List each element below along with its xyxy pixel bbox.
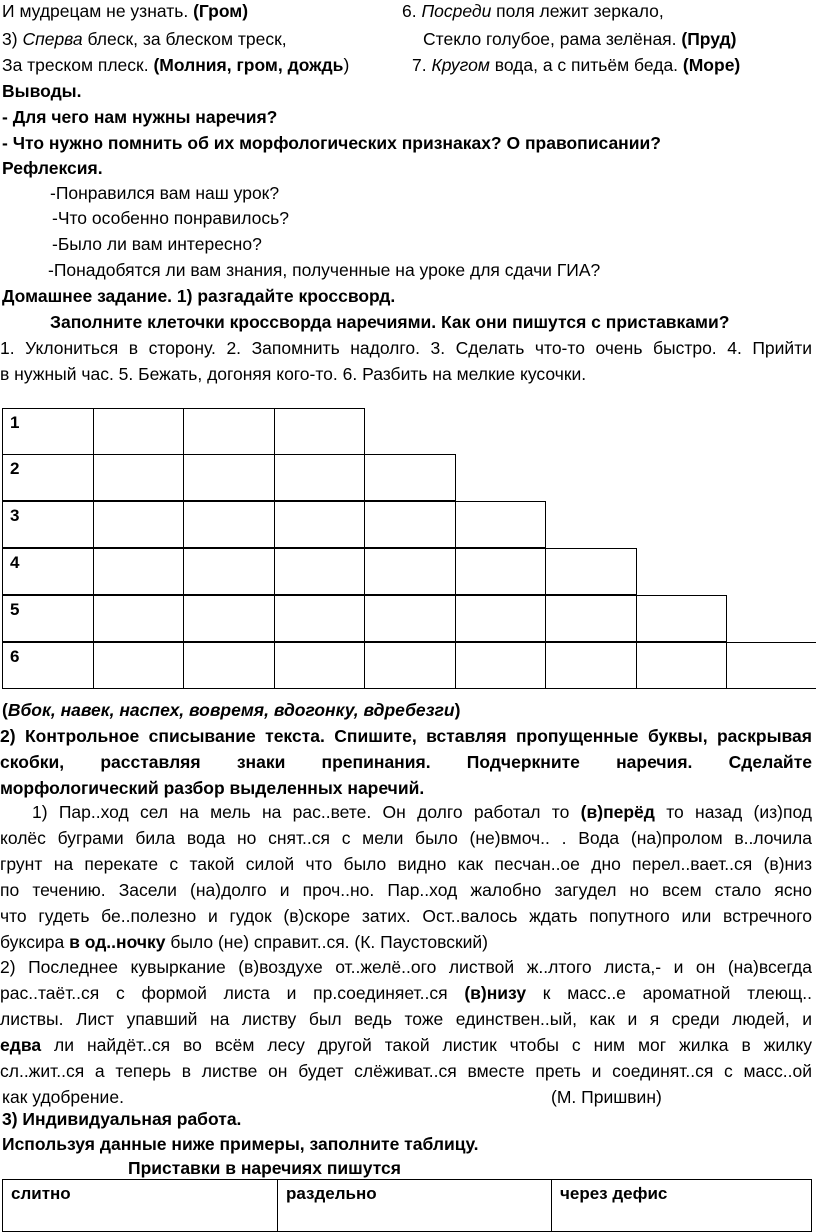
crossword-clue-number: 4 — [10, 553, 20, 572]
riddle-answer: (Море) — [682, 55, 741, 75]
crossword-cell[interactable] — [274, 408, 365, 455]
crossword-cell[interactable] — [274, 501, 365, 548]
column-header: раздельно — [278, 1180, 552, 1232]
highlighted-adverb: в од..ночку — [69, 932, 166, 952]
crossword-clue-number: 1 — [10, 413, 20, 432]
crossword-cell[interactable] — [364, 595, 456, 642]
crossword-cell[interactable] — [93, 408, 184, 455]
crossword-number-cell[interactable] — [2, 501, 94, 548]
crossword-number-cell[interactable] — [2, 548, 94, 595]
crossword-cell[interactable] — [93, 548, 184, 595]
crossword-cell[interactable] — [726, 642, 816, 689]
riddle-line-2-right: Стекло голубое, рама зелёная. (Пруд) — [423, 29, 737, 49]
crossword-answers: (Вбок, навек, наспех, вовремя, вдогонку, вдребезги) — [2, 700, 461, 720]
crossword-clue-number: 5 — [10, 600, 20, 619]
crossword-cell[interactable] — [183, 548, 275, 595]
riddle-answer: (Гром) — [193, 1, 249, 21]
homework-heading: Домашнее задание. 1) разгадайте кроссворд. — [2, 286, 396, 306]
highlighted-adverb: (в)низу — [464, 983, 527, 1003]
riddle-answer: (Пруд) — [681, 29, 737, 49]
task2-paragraph-1: 1) Пар..ход сел на мель на рас..вете. Он долго работал то (в)перёд то назад (из)под колёс буграми била вода но снят..ся с мели было (не)вмоч.. . Вода (на)пролом в..лочила грунт на перекате с такой силой что было видно как песчан..ое дно перел..вает..ся (в)низ по течению. Засели (на)долго и проч..но. Пар..ход жалобно загудел но всем стало ясно что гудеть бе..полезно и гудок (в)скоре затих. Ост..валось ждать попутного или встречного буксира в од..ночку было (не) справит..ся. (К. Паустовский) — [0, 802, 813, 952]
crossword-cell[interactable] — [545, 548, 637, 595]
table-title: Приставки в наречиях пишутся — [128, 1158, 401, 1178]
reflection-heading: Рефлексия. — [2, 158, 103, 178]
italic-adverb: Сперва — [22, 29, 83, 49]
crossword-cell[interactable] — [455, 548, 546, 595]
italic-adverb: Посреди — [421, 1, 492, 21]
prefix-table — [2, 1179, 812, 1232]
crossword-number-cell[interactable] — [2, 642, 94, 689]
crossword-cell[interactable] — [455, 595, 546, 642]
crossword-cell[interactable] — [364, 548, 456, 595]
crossword-number-cell[interactable] — [2, 454, 94, 501]
crossword-cell[interactable] — [636, 595, 727, 642]
reflection-question-1: -Понравился вам наш урок? — [50, 183, 280, 203]
column-header: через дефис — [552, 1180, 812, 1232]
highlighted-adverb: (в)перёд — [580, 802, 655, 822]
crossword-cell[interactable] — [274, 454, 365, 501]
crossword-cell[interactable] — [364, 501, 456, 548]
riddle-line-1-left: И мудрецам не узнать. (Гром) — [2, 1, 249, 21]
column-header: слитно — [3, 1180, 278, 1232]
riddle-line-2-left: 3) Сперва блеск, за блеском треск, — [2, 29, 287, 49]
crossword-cell[interactable] — [93, 642, 184, 689]
crossword-cell[interactable] — [545, 642, 637, 689]
conclusions-question-1: - Для чего нам нужны наречия? — [2, 107, 278, 127]
homework-clues — [0, 335, 812, 387]
italic-adverb: Кругом — [431, 55, 490, 75]
author-attribution: (М. Пришвин) — [551, 1087, 662, 1107]
clues-line: 1. Уклониться в сторону. 2. Запомнить надолго. 3. Сделать что-то очень быстро. 4. Прийти — [0, 338, 812, 358]
homework-instruction: Заполните клеточки кроссворда наречиями. Как они пишутся с приставками? — [50, 312, 730, 332]
highlighted-adverb: едва — [0, 1035, 42, 1055]
crossword-cell[interactable] — [183, 642, 275, 689]
crossword-cell[interactable] — [455, 642, 546, 689]
crossword-cell[interactable] — [364, 642, 456, 689]
task2-paragraph-2: 2) Последнее кувыркание (в)воздухе от..желё..ого листвой ж..лтого листа,- и он (на)всегда рас..таёт..ся с формой листа и пр.соединяет..ся (в)низу к масс..е ароматной тлеющ.. листвы. Лист упавший на листву был ведь тоже единствен..ый, как и я среди людей, и едва ли найдёт..ся во всём лесу другой такой листик чтобы с ним мог жилка в жилку сл..жит..ся а теперь в листве он будет слёживат..ся вместе преть и соединят..ся с масс..ой — [0, 957, 812, 1081]
crossword-number-cell[interactable] — [2, 595, 94, 642]
crossword-cell[interactable] — [274, 548, 365, 595]
conclusions-question-2: - Что нужно помнить об их морфологических признаках? О правописании? — [2, 133, 661, 153]
crossword-number-cell[interactable] — [2, 408, 94, 455]
crossword-cell[interactable] — [93, 454, 184, 501]
clues-line: в нужный час. 5. Бежать, догоняя кого-то. 6. Разбить на мелкие кусочки. — [0, 364, 587, 384]
reflection-question-3: -Было ли вам интересно? — [52, 234, 262, 254]
crossword-cell[interactable] — [183, 595, 275, 642]
reflection-question-4: -Понадобятся ли вам знания, полученные на уроке для сдачи ГИА? — [48, 260, 601, 280]
riddle-line-3-right: 7. Кругом вода, а с питьём беда. (Море) — [412, 55, 741, 75]
crossword-cell[interactable] — [183, 501, 275, 548]
task2-heading: 2) Контрольное списывание текста. Спишите, вставляя пропущенные буквы, раскрывая скобки, расставляя знаки препинания. Подчеркните наречия. Сделайте морфологический разбор выделенных наречий. — [0, 726, 812, 798]
crossword-cell[interactable] — [364, 454, 456, 501]
crossword-cell[interactable] — [93, 595, 184, 642]
crossword-cell[interactable] — [545, 595, 637, 642]
crossword-cell[interactable] — [636, 642, 727, 689]
crossword-clue-number: 6 — [10, 647, 20, 666]
task3-instruction: Используя данные ниже примеры, заполните таблицу. — [2, 1134, 479, 1154]
conclusions-heading: Выводы. — [2, 81, 82, 101]
task2-paragraph-2-last-line: как удобрение. — [2, 1087, 124, 1107]
crossword-cell[interactable] — [455, 501, 546, 548]
riddle-answer: (Молния, гром, дождь — [153, 55, 344, 75]
crossword-cell[interactable] — [274, 642, 365, 689]
crossword-clue-number: 2 — [10, 459, 20, 478]
table-header-row — [3, 1180, 812, 1232]
crossword-cell[interactable] — [183, 454, 275, 501]
crossword-cell[interactable] — [274, 595, 365, 642]
crossword-cell[interactable] — [93, 501, 184, 548]
riddle-line-1-right: 6. Посреди поля лежит зеркало, — [402, 1, 664, 21]
task3-heading: 3) Индивидуальная работа. — [2, 1109, 242, 1129]
crossword-clue-number: 3 — [10, 506, 20, 525]
riddle-line-3-left: За треском плеск. (Молния, гром, дождь) — [2, 55, 350, 75]
crossword-cell[interactable] — [183, 408, 275, 455]
reflection-question-2: -Что особенно понравилось? — [52, 208, 289, 228]
